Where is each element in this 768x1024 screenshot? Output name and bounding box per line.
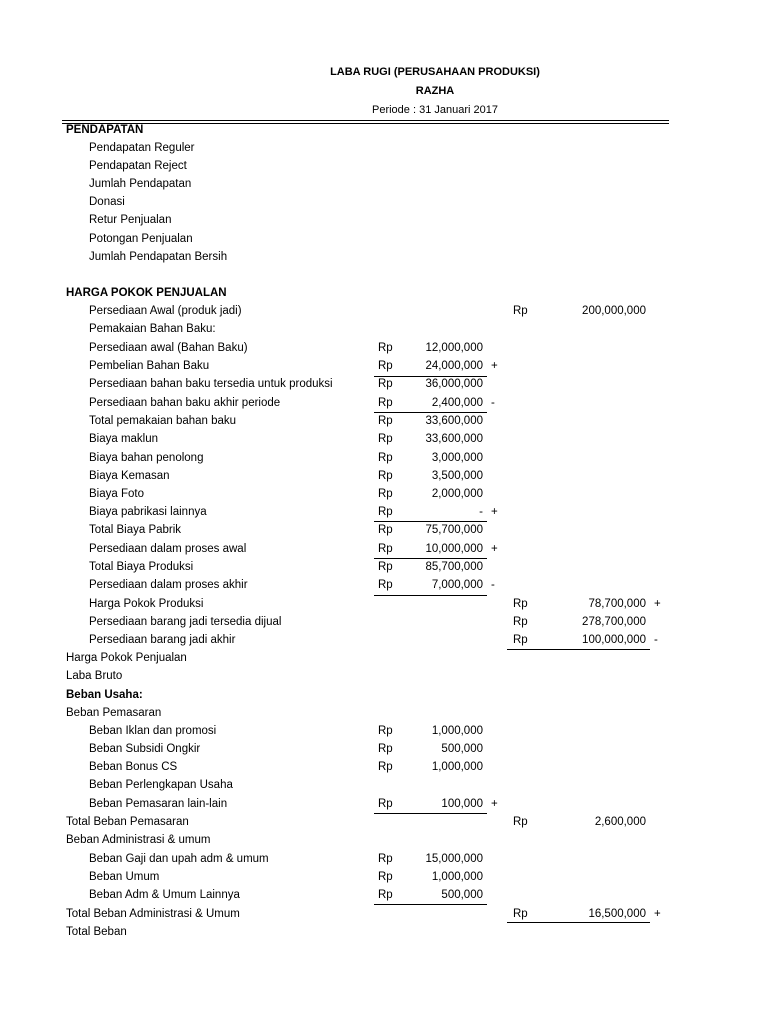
statement-row [0, 394, 768, 412]
row-label: Total Beban [66, 926, 127, 938]
row-label: HARGA POKOK PENJUALAN [66, 287, 227, 299]
amount-column2: 200,000,000 [582, 305, 646, 317]
row-label: Persediaan Awal (produk jadi) [89, 305, 242, 317]
column1-rule [374, 558, 487, 559]
currency-label: Rp [378, 470, 393, 482]
currency-label: Rp [378, 397, 393, 409]
row-label: Persediaan dalam proses akhir [89, 579, 248, 591]
column2-rule [507, 922, 650, 923]
amount-column1: 3,000,000 [431, 452, 483, 464]
currency-label: Rp [378, 342, 393, 354]
amount-column1: 36,000,000 [425, 378, 483, 390]
currency-label: Rp [378, 524, 393, 536]
amount-column1: 10,000,000 [425, 543, 483, 555]
statement-row [0, 467, 768, 485]
operator-sign: + [491, 798, 498, 810]
amount-column1: 3,500,000 [431, 470, 483, 482]
amount-column2: 16,500,000 [588, 908, 646, 920]
row-label: Pendapatan Reject [89, 160, 187, 172]
row-label: Persediaan barang jadi tersedia dijual [89, 616, 282, 628]
statement-row [0, 540, 768, 558]
statement-row [0, 121, 768, 139]
statement-row [0, 357, 768, 375]
row-label: Biaya pabrikasi lainnya [89, 506, 207, 518]
row-label: Retur Penjualan [89, 214, 172, 226]
statement-row [0, 175, 768, 193]
amount-column1: 24,000,000 [425, 360, 483, 372]
statement-row [0, 722, 768, 740]
currency-label: Rp [513, 616, 528, 628]
company-name: RAZHA [415, 85, 455, 97]
amount-column1: 2,400,000 [431, 397, 483, 409]
amount-column2: 100,000,000 [582, 634, 646, 646]
currency-label: Rp [378, 853, 393, 865]
column1-rule [374, 904, 487, 905]
currency-label: Rp [378, 452, 393, 464]
row-label: Total Biaya Produksi [89, 561, 194, 573]
amount-column2: 278,700,000 [582, 616, 646, 628]
row-label: PENDAPATAN [66, 124, 144, 136]
row-label: Beban Gaji dan upah adm & umum [89, 853, 269, 865]
statement-row [0, 430, 768, 448]
statement-row [0, 595, 768, 613]
currency-label: Rp [513, 598, 528, 610]
currency-label: Rp [378, 488, 393, 500]
report-title: LABA RUGI (PERUSAHAAN PRODUKSI) [330, 66, 540, 78]
row-label: Beban Pemasaran lain-lain [89, 798, 228, 810]
statement-row [0, 667, 768, 685]
currency-label: Rp [378, 871, 393, 883]
currency-label: Rp [378, 798, 393, 810]
row-label: Total pemakaian bahan baku [89, 415, 237, 427]
row-label: Total Beban Administrasi & Umum [66, 908, 240, 920]
amount-column1: 500,000 [441, 743, 483, 755]
row-label: Pemakaian Bahan Baku: [89, 323, 216, 335]
currency-label: Rp [378, 543, 393, 555]
operator-sign: + [654, 598, 661, 610]
operator-sign: - [654, 634, 658, 646]
row-label: Biaya Foto [89, 488, 144, 500]
currency-label: Rp [378, 579, 393, 591]
statement-row [0, 485, 768, 503]
row-label: Beban Adm & Umum Lainnya [89, 889, 240, 901]
column2-rule [507, 649, 650, 650]
operator-sign: + [654, 908, 661, 920]
statement-row [0, 923, 768, 941]
statement-row [0, 850, 768, 868]
currency-label: Rp [513, 816, 528, 828]
statement-row [0, 704, 768, 722]
amount-column1: 1,000,000 [431, 725, 483, 737]
statement-row [0, 375, 768, 393]
amount-column1: 500,000 [441, 889, 483, 901]
statement-row [0, 211, 768, 229]
currency-label: Rp [378, 725, 393, 737]
statement-row [0, 776, 768, 794]
row-label: Beban Perlengkapan Usaha [89, 779, 233, 791]
currency-label: Rp [378, 506, 393, 518]
operator-sign: + [491, 543, 498, 555]
row-label: Beban Bonus CS [89, 761, 178, 773]
amount-column1: 1,000,000 [431, 761, 483, 773]
statement-row [0, 412, 768, 430]
row-label: Persediaan bahan baku akhir periode [89, 397, 281, 409]
column1-rule [374, 813, 487, 814]
statement-row [0, 157, 768, 175]
currency-label: Rp [513, 634, 528, 646]
row-label: Beban Subsidi Ongkir [89, 743, 201, 755]
row-label: Donasi [89, 196, 125, 208]
currency-label: Rp [378, 360, 393, 372]
column1-rule [374, 595, 487, 596]
statement-row [0, 758, 768, 776]
amount-column1: - [479, 506, 483, 518]
statement-row [0, 558, 768, 576]
amount-column1: 85,700,000 [425, 561, 483, 573]
currency-label: Rp [378, 889, 393, 901]
amount-column1: 12,000,000 [425, 342, 483, 354]
row-label: Total Biaya Pabrik [89, 524, 182, 536]
amount-column1: 100,000 [441, 798, 483, 810]
column1-rule [374, 521, 487, 522]
row-label: Jumlah Pendapatan Bersih [89, 251, 228, 263]
column1-rule [374, 412, 487, 413]
statement-row [0, 886, 768, 904]
amount-column1: 75,700,000 [425, 524, 483, 536]
statement-row [0, 449, 768, 467]
amount-column1: 15,000,000 [425, 853, 483, 865]
currency-label: Rp [378, 743, 393, 755]
statement-row [0, 631, 768, 649]
statement-row [0, 302, 768, 320]
row-label: Beban Pemasaran [66, 707, 162, 719]
statement-row [0, 503, 768, 521]
column1-rule [374, 376, 487, 377]
amount-column2: 78,700,000 [588, 598, 646, 610]
row-label: Persediaan barang jadi akhir [89, 634, 236, 646]
row-label: Laba Bruto [66, 670, 123, 682]
statement-row [0, 613, 768, 631]
amount-column1: 7,000,000 [431, 579, 483, 591]
statement-row [0, 576, 768, 594]
row-label: Potongan Penjualan [89, 233, 193, 245]
operator-sign: + [491, 360, 498, 372]
row-label: Beban Iklan dan promosi [89, 725, 217, 737]
currency-label: Rp [513, 305, 528, 317]
statement-row [0, 320, 768, 338]
statement-row [0, 686, 768, 704]
currency-label: Rp [378, 433, 393, 445]
row-label: Pendapatan Reguler [89, 142, 195, 154]
row-label: Jumlah Pendapatan [89, 178, 192, 190]
row-label: Biaya Kemasan [89, 470, 170, 482]
row-label: Harga Pokok Produksi [89, 598, 204, 610]
amount-column1: 2,000,000 [431, 488, 483, 500]
row-label: Biaya maklun [89, 433, 159, 445]
operator-sign: + [491, 506, 498, 518]
statement-row [0, 230, 768, 248]
row-label: Persediaan bahan baku tersedia untuk produksi [89, 378, 333, 390]
statement-row [0, 248, 768, 266]
row-label: Biaya bahan penolong [89, 452, 204, 464]
row-label: Beban Umum [89, 871, 160, 883]
statement-row [0, 339, 768, 357]
currency-label: Rp [378, 761, 393, 773]
statement-row [0, 831, 768, 849]
statement-row [0, 521, 768, 539]
row-label: Beban Administrasi & umum [66, 834, 211, 846]
amount-column1: 33,600,000 [425, 433, 483, 445]
operator-sign: - [491, 397, 495, 409]
amount-column1: 1,000,000 [431, 871, 483, 883]
row-label: Harga Pokok Penjualan [66, 652, 187, 664]
statement-row [0, 649, 768, 667]
row-label: Pembelian Bahan Baku [89, 360, 210, 372]
statement-row [0, 795, 768, 813]
row-label: Total Beban Pemasaran [66, 816, 189, 828]
statement-row [0, 868, 768, 886]
operator-sign: - [491, 579, 495, 591]
statement-row [0, 813, 768, 831]
statement-row [0, 740, 768, 758]
currency-label: Rp [513, 908, 528, 920]
amount-column2: 2,600,000 [594, 816, 646, 828]
statement-row [0, 284, 768, 302]
statement-row [0, 193, 768, 211]
currency-label: Rp [378, 415, 393, 427]
currency-label: Rp [378, 378, 393, 390]
row-label: Persediaan dalam proses awal [89, 543, 247, 555]
row-label: Persediaan awal (Bahan Baku) [89, 342, 248, 354]
report-period: Periode : 31 Januari 2017 [372, 104, 498, 116]
statement-row [0, 139, 768, 157]
currency-label: Rp [378, 561, 393, 573]
statement-row [0, 905, 768, 923]
amount-column1: 33,600,000 [425, 415, 483, 427]
row-label: Beban Usaha: [66, 689, 143, 701]
